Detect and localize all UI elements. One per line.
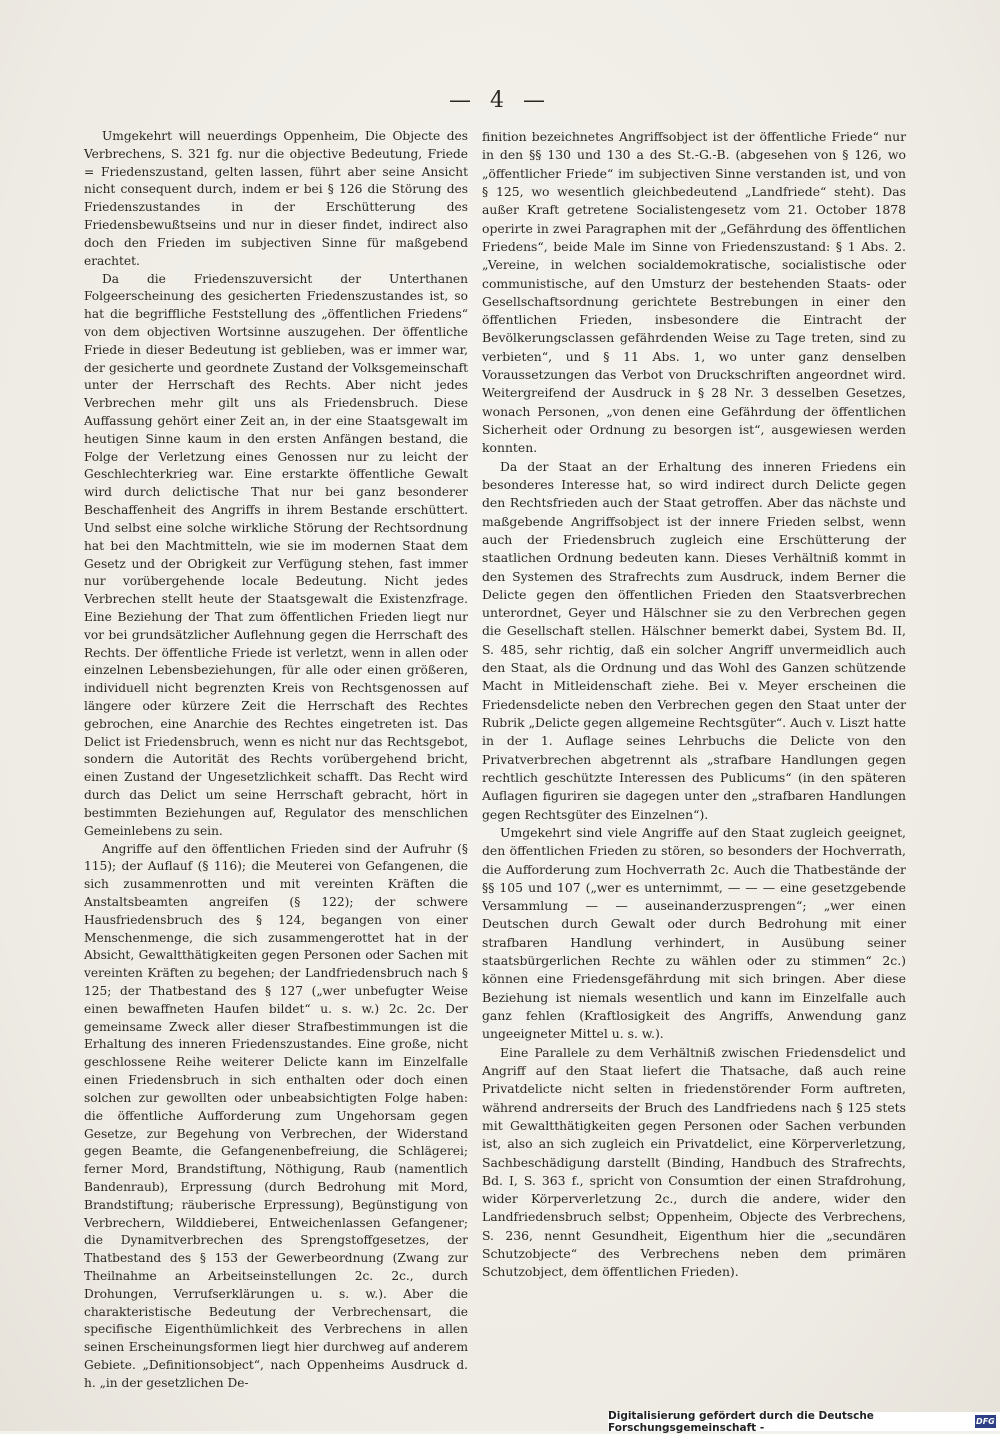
paragraph: finition bezeichnetes Angriffsobject ist der öffentliche Friede“ nur in den §§ 130 und 130 a des St.-G.-B. (abgesehen von § 126, wo „öffentlicher Friede“ im subjectiven Sinne verstanden ist, und von § 125, wo wesentlich gleichbedeutend „Landfriede“ steht). Das außer Kraft getretene Socialistengesetz vom 21. October 1878 operirte in zwei Paragraphen mit der „Gefährdung des öffentlichen Friedens“, beide Male im Sinne von Friedenszustand: § 1 Abs. 2. „Vereine, in welchen socialdemokratische, socialistische oder communistische, auf den Umsturz der bestehenden Staats- oder Gesellschaftsordnung gerichtete Bestrebungen in einer den öffentlichen Frieden, insbesondere die Eintracht der Bevölkerungsclassen gefährdenden Weise zu Tage treten, sind zu verbieten“, und § 11 Abs. 1, wo unter ganz denselben Voraussetzungen das Verbot von Druckschriften angeordnet wird. Weitergreifend der Ausdruck in § 28 Nr. 3 desselben Gesetzes, wonach Personen, „von denen eine Gefährdung der öffentlichen Sicherheit oder Ordnung zu besorgen ist“, ausgewiesen werden konnten. [482, 129, 906, 456]
paragraph: Angriffe auf den öffentlichen Frieden sind der Aufruhr (§ 115); der Auflauf (§ 116); die Meuterei von Gefangenen, die sich zusammenrotten und mit vereinten Kräften die Anstaltsbeamten angreifen (§ 122); der schwere Hausfriedensbruch des § 124, begangen von einer Menschenmenge, die sich zusammengerottet hat in der Absicht, Gewaltthätigkeiten gegen Personen oder Sachen mit vereinten Kräften zu begehen; der Landfriedensbruch nach § 125; der Thatbestand des § 127 („wer unbefugter Weise einen bewaffneten Haufen bildet“ u. s. w.) 2c. 2c. Der gemeinsame Zweck aller dieser Strafbestimmungen ist die Erhaltung des inneren Friedenszustandes. Eine große, nicht geschlossene Reihe weiterer Delicte kann im Einzelfalle einen Friedensbruch in sich enthalten oder doch einen solchen zur gewollten oder unbeabsichtigten Folge haben: die öffentliche Aufforderung zum Ungehorsam gegen Gesetze, zur Begehung von Verbrechen, der Widerstand gegen Beamte, die Gefangenenbefreiung, die Schlägerei; ferner Mord, Brandstiftung, Nöthigung, Raub (namentlich Bandenraub), Erpressung (durch Bedrohung mit Mord, Brandstiftung; räuberische Erpressung), Begünstigung von Verbrechern, Wilddieberei, Entweichenlassen Gefangener; die Dynamitverbrechen des Sprengstoffgesetzes, der Thatbestand des § 153 der Gewerbeordnung (Zwang zur Theilnahme an Arbeitseinstellungen 2c. 2c., durch Drohungen, Verrufserklärungen u. s. w.). Aber die charakteristische Bedeutung der Verbrechensart, die specifische Eigenthümlichkeit des Verbrechens in allen seinen Erscheinungsformen liegt hier durchweg auf anderem Gebiete. „Definitionsobject“, nach Oppenheims Ausdruck d. h. „in der gesetzlichen De- [84, 841, 468, 1390]
paragraph: Umgekehrt sind viele Angriffe auf den Staat zugleich geeignet, den öffentlichen Frieden zu stören, so besonders der Hochverrath, die Aufforderung zum Hochverrath 2c. Auch die Thatbestände der §§ 105 und 107 („wer es unternimmt, — — — eine gesetzgebende Versammlung — — auseinanderzusprengen“; „wer einen Deutschen durch Gewalt oder durch Bedrohung mit einer strafbaren Handlung verhindert, in Ausübung seiner staatsbürgerlichen Rechte zu wählen oder zu stimmen“ 2c.) können eine Friedensgefährdung mit sich bringen. Aber diese Beziehung ist niemals wesentlich und kann im Einzelfalle auch ganz fehlen (Kraftlosigkeit des Angriffs, Anwendung ganz ungeeigneter Mittel u. s. w.). [482, 824, 906, 1042]
dfg-logo-icon: DFG [976, 1417, 995, 1426]
page-number: — 4 — [449, 88, 551, 113]
paragraph: Eine Parallele zu dem Verhältniß zwischen Friedensdelict und Angriff auf den Staat liefert die Thatsache, daß auch reine Privatdelicte nicht selten in friedenstörender Form auftreten, während andrerseits der Bruch des Landfriedens nach § 125 stets mit Gewaltthätigkeiten gegen Personen oder Sachen verbunden ist, also an sich zugleich ein Privatdelict, eine Körperverletzung, Sachbeschädigung darstellt (Binding, Handbuch des Strafrechts, Bd. I, S. 363 f., spricht von Consumtion der einen Strafdrohung, wider Körperverletzung 2c., durch die andere, wider den Landfriedensbruch selbst; Oppenheim, Objecte des Verbrechens, S. 236, nennt Gesundheit, Eigenthum hier die „secundären Schutzobjecte“ des Verbrechens neben dem primären Schutzobject, dem öffentlichen Frieden). [482, 1044, 906, 1280]
left-column [84, 128, 468, 1393]
paragraph: Umgekehrt will neuerdings Oppenheim, Die Objecte des Verbrechens, S. 321 fg. nur die objective Bedeutung, Friede = Friedenszustand, gelten lassen, führt aber seine Ansicht nicht consequent durch, indem er bei § 126 die Störung des Friedenszustandes in der Erschütterung des Friedensbewußtseins und nur in dieser findet, indirect also doch den Frieden im subjectiven Sinne für maßgebend erachtet. [84, 129, 468, 268]
right-column [482, 128, 906, 1282]
footer-text: Digitalisierung gefördert durch die Deutsche Forschungsgemeinschaft - [608, 1409, 874, 1434]
paragraph: Da die Friedenszuversicht der Unterthanen Folgeerscheinung des gesicherten Friedenszustandes ist, so hat die begriffliche Feststellung des „öffentlichen Friedens“ von dem objectiven Wortsinne auszugehen. Der öffentliche Friede in dieser Bedeutung ist geblieben, was er immer war, der gesicherte und geordnete Zustand der Volksgemeinschaft unter der Herrschaft des Rechts. Aber nicht jedes Verbrechen mehr gilt uns als Friedensbruch. Diese Auffassung gehört einer Zeit an, in der eine Staatsgewalt im heutigen Sinne kaum in den ersten Anfängen bestand, die Folge der Verletzung eines Genossen nur zu leicht der Geschlechterkrieg war. Eine erstarkte öffentliche Gewalt wird durch delictische That nur bei ganz besonderer Beschaffenheit des Angriffs in ihrem Bestande erschüttert. Und selbst eine solche wirkliche Störung der Rechtsordnung hat bei den Machtmitteln, wie sie im modernen Staat dem Gesetz und der Obrigkeit zur Verfügung stehen, fast immer nur vorübergehende locale Bedeutung. Nicht jedes Verbrechen stellt heute der Staatsgewalt die Existenzfrage. Eine Beziehung der That zum öffentlichen Frieden liegt nur vor bei grundsätzlicher Auflehnung gegen die Herrschaft des Rechts. Der öffentliche Friede ist verletzt, wenn in allen oder einzelnen Lebensbeziehungen, für alle oder einen größeren, individuell nicht begrenzten Kreis von Rechtsgenossen auf längere oder kürzere Zeit die Herrschaft des Rechtes gebrochen, eine Anarchie des Rechtes eingetreten ist. Das Delict ist Friedensbruch, wenn es nicht nur das Rechtsgebot, sondern die Autorität des Rechts vorübergehend bricht, einen Zustand der Ungesetzlichkeit schafft. Das Recht wird durch das Delict um seine Herrschaft gebracht, hört in bestimmten Beziehungen auf, Regulator des menschlichen Gemeinlebens zu sein. [84, 271, 468, 838]
paragraph: Da der Staat an der Erhaltung des inneren Friedens ein besonderes Interesse hat, so wird indirect durch Delicte gegen den Rechtsfrieden auch der Staat getroffen. Aber das nächste und maßgebende Angriffsobject ist der innere Frieden selbst, wenn auch der Friedensbruch zugleich eine Erschütterung der staatlichen Ordnung bedeuten kann. Dieses Verhältniß kommt in den Systemen des Strafrechts zum Ausdruck, indem Berner die Delicte gegen den öffentlichen Frieden den Staatsverbrechen unterordnet, Geyer und Hälschner sie zu den Verbrechen gegen die Gesellschaft stellen. Hälschner bemerkt dabei, System Bd. II, S. 485, sehr richtig, daß ein solcher Angriff unvermeidlich auch den Staat, als die Ordnung und das Wohl des Ganzen schützende Macht in Mitleidenschaft ziehe. Bei v. Meyer erscheinen die Friedensdelicte neben den Verbrechen gegen den Staat unter der Rubrik „Delicte gegen allgemeine Rechtsgüter“. Auch v. Liszt hatte in der 1. Auflage seines Lehrbuchs die Delicte von den Privatverbrechen abgetrennt als „strafbare Handlungen gegen rechtlich geschützte Interessen des Publicums“ (in den späteren Auflagen figuriren sie dagegen unter den „strafbaren Handlungen gegen Rechtsgüter des Einzelnen“). [482, 458, 906, 822]
digitization-footer [608, 1409, 1000, 1434]
